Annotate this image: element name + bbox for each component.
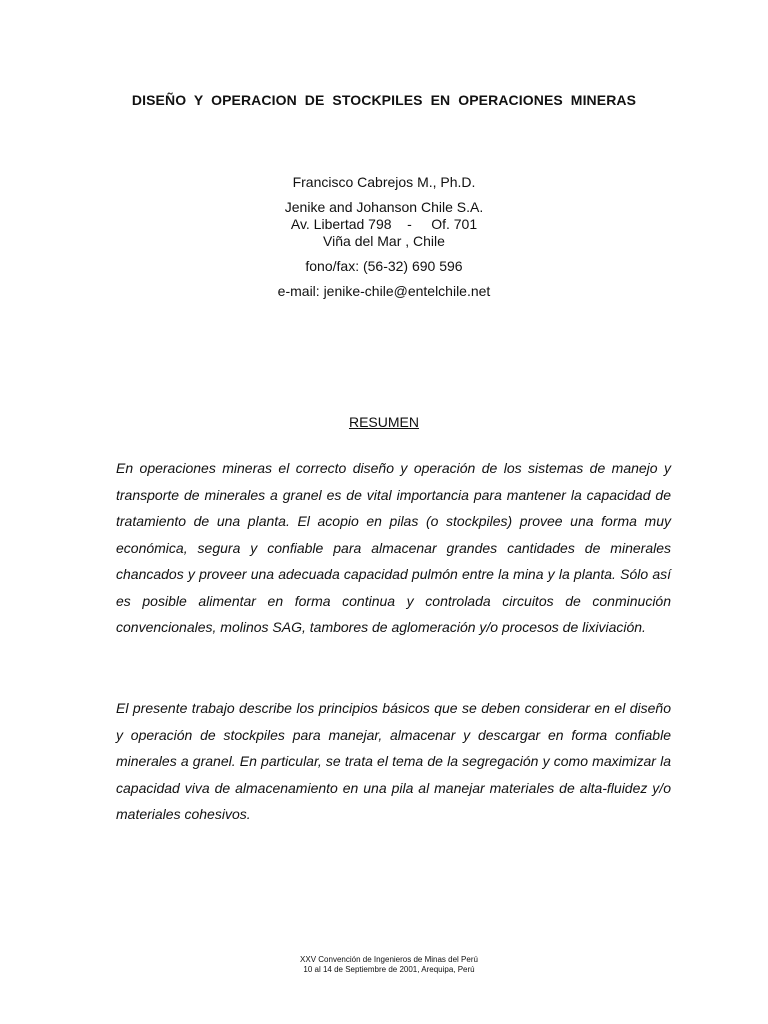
author-company: Jenike and Johanson Chile S.A. [284,199,484,215]
abstract-paragraph-2: El presente trabajo describe los principios básicos que se deben considerar en el diseño y operación de stockpiles para manejar, almacenar y descargar en forma confiable minerales a granel. En particular, se trata el tema de la segregación y como maximizar la capacidad viva de almacenamiento en una pila al manejar materiales de alta-fluidez y/o materiales cohesivos. [116,700,671,822]
author-address-line1: Av. Libertad 798 - Of. 701 [290,216,478,232]
page-footer [0,955,768,975]
author-address-line2: Viña del Mar , Chile [323,233,445,249]
author-name: Francisco Cabrejos M., Ph.D. [292,174,476,190]
author-phone: fono/fax: (56-32) 690 596 [305,258,463,274]
author-email: e-mail: jenike-chile@entelchile.net [277,283,491,299]
footer-line-2: 10 al 14 de Septiembre de 2001, Arequipa, Perú [303,965,475,974]
abstract-heading: RESUMEN [348,414,419,430]
paper-title: DISEÑO Y OPERACION DE STOCKPILES EN OPERACIONES MINERAS [131,92,637,108]
author-block [0,174,768,300]
footer-line-1: XXV Convención de Ingenieros de Minas del Perú [300,955,478,964]
abstract-paragraph-1: En operaciones mineras el correcto diseño y operación de los sistemas de manejo y transporte de minerales a granel es de vital importancia para mantener la capacidad de tratamiento de una planta. El acopio en pilas (o stockpiles) provee una forma muy económica, segura y confiable para almacenar grandes cantidades de minerales chancados y proveer una adecuada capacidad pulmón entre la mina y la planta. Sólo así es posible alimentar en forma continua y controlada circuitos de conminución convencionales, molinos SAG, tambores de aglomeración y/o procesos de lixiviación. [116,460,671,635]
